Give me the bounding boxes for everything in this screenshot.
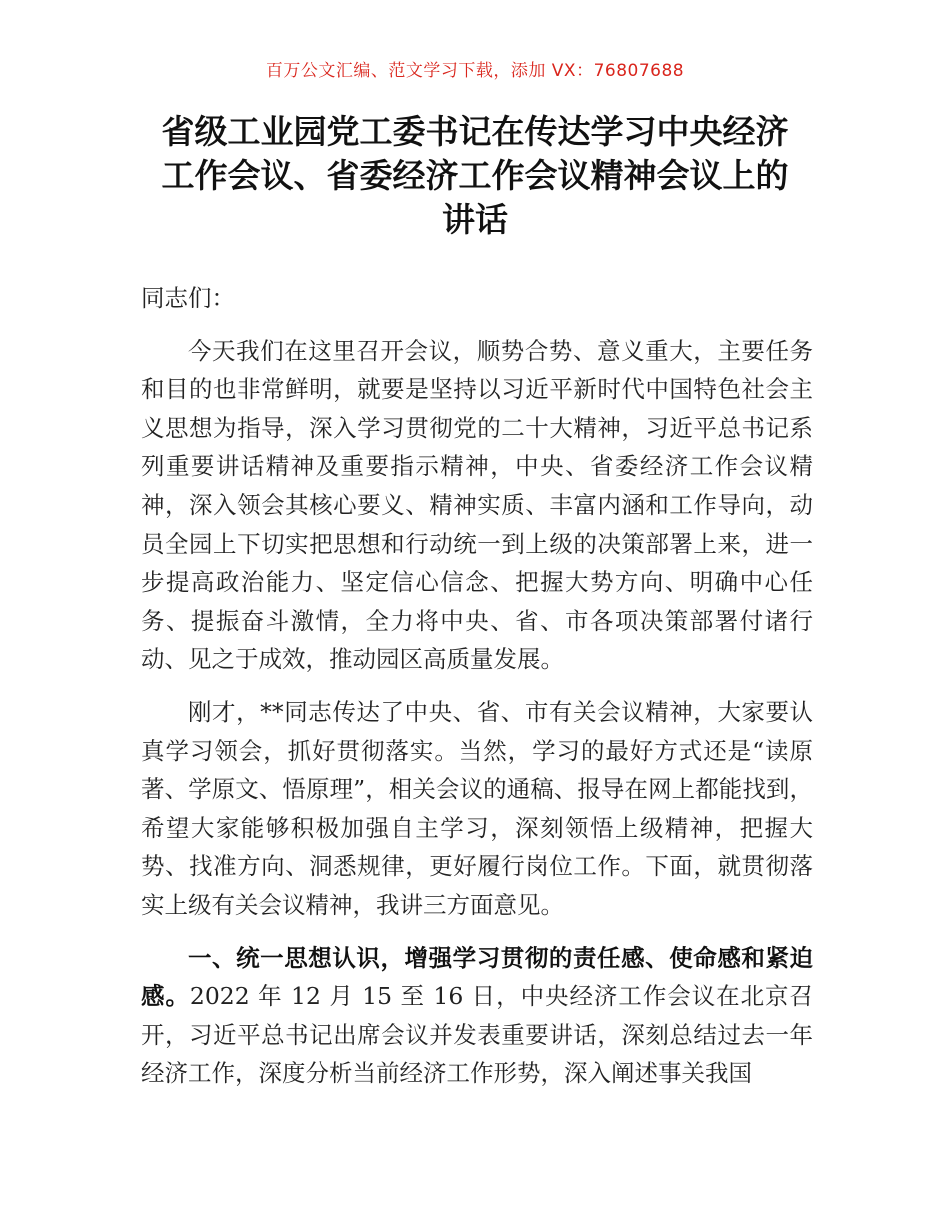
header-watermark-note: 百万公文汇编、范文学习下载，添加 VX：76807688	[265, 61, 685, 81]
paragraph-transition: 刚才，**同志传达了中央、省、市有关会议精神，大家要认真学习领会，抓好贯彻落实。当然，学习的最好方式还是“读原著、学原文、悟原理”，相关会议的通稿、报导在网上都能找到，希望大家能够积极加强自主学习，深刻领悟上级精神，把握大势、找准方向、洞悉规律，更好履行岗位工作。下面，就贯彻落实上级有关会议精神，我讲三方面意见。	[141, 697, 813, 919]
section-1-text: 2022 年 12 月 15 至 16 日，中央经济工作会议在北京召开，习近平总书记出席会议并发表重要讲话，深刻总结过去一年经济工作，深度分析当前经济工作形势，深入阐述事关我国	[141, 982, 814, 1088]
document-title	[120, 110, 830, 242]
section-1-heading: 一、统一思想认识，增强学习贯彻的责任感、使命感和紧迫感。	[141, 943, 813, 1011]
salutation: 同志们：	[141, 284, 235, 312]
section-1-paragraph	[141, 939, 813, 1093]
title-line-3: 讲话	[442, 200, 508, 239]
title-line-1: 省级工业园党工委书记在传达学习中央经济	[161, 112, 789, 151]
document-body	[141, 279, 813, 1093]
title-line-2: 工作会议、省委经济工作会议精神会议上的	[161, 156, 789, 195]
paragraph-opening: 今天我们在这里召开会议，顺势合势、意义重大，主要任务和目的也非常鲜明，就要是坚持以习近平新时代中国特色社会主义思想为指导，深入学习贯彻党的二十大精神，习近平总书记系列重要讲话精神及重要指示精神，中央、省委经济工作会议精神，深入领会其核心要义、精神实质、丰富内涵和工作导向，动员全园上下切实把思想和行动统一到上级的决策部署上来，进一步提高政治能力、坚定信心信念、把握大势方向、明确中心任务、提振奋斗激情，全力将中央、省、市各项决策部署付诸行动、见之于成效，推动园区高质量发展。	[141, 336, 813, 674]
